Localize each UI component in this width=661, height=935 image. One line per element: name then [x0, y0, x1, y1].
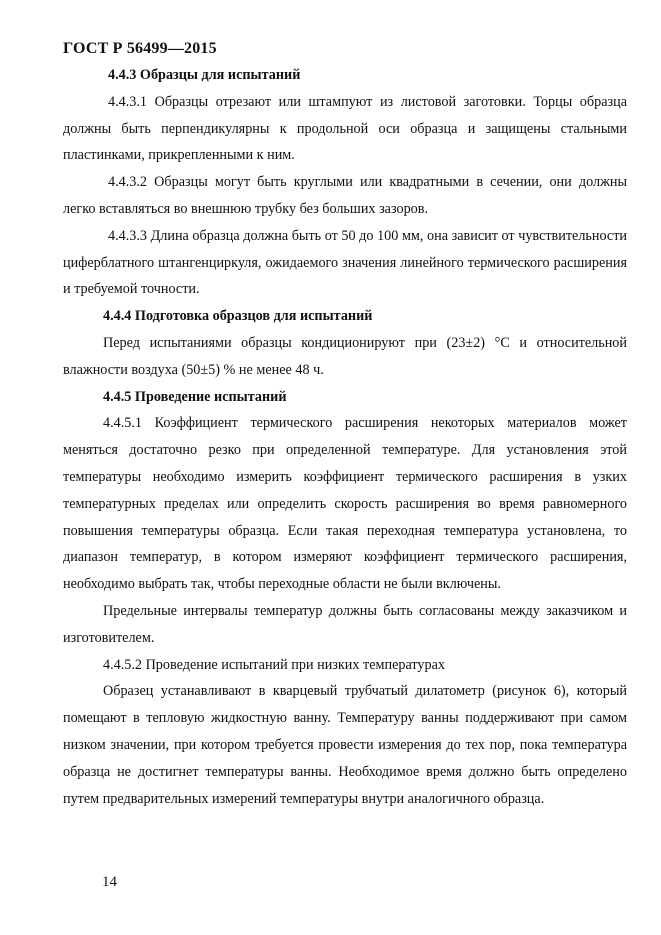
section-heading-4-4-3: 4.4.3 Образцы для испытаний — [108, 67, 301, 83]
document-body — [63, 62, 627, 812]
section-heading-4-4-4: 4.4.4 Подготовка образцов для испытаний — [103, 308, 373, 325]
paragraph-4-4-3-3: 4.4.3.3 Длина образца должна быть от 50 до 100 мм, она зависит от чувствительности циферблатного штангенциркуля, ожидаемого значения линейного термического расширения и требуемой точности. — [63, 227, 627, 298]
page-number: 14 — [102, 874, 117, 890]
section-heading-4-4-5: 4.4.5 Проведение испытаний — [103, 388, 287, 405]
paragraph-4-4-4-conditioning: Перед испытаниями образцы кондиционируют при (23±2) °С и относительной влажности воздуха (50±5) % не менее 48 ч. — [63, 334, 627, 378]
paragraph-4-4-5-1: 4.4.5.1 Коэффициент термического расширения некоторых материалов может меняться достаточно резко при определенной температуре. Для установления этой температуры необходимо измерить коэффициент термического расширения в узких температурных пределах или определить скорость расширения во время равномерного повышения температуры образца. Если такая переходная температура установлена, то диапазон температур, в котором измеряют коэффициент термического расширения, необходимо выбрать так, чтобы переходные области не были включены. — [63, 415, 627, 593]
paragraph-4-4-3-1: 4.4.3.1 Образцы отрезают или штампуют из листовой заготовки. Торцы образца должны быть перпендикулярны к продольной оси образца и защищены стальными пластинками, прикрепленными к ним. — [63, 93, 627, 164]
paragraph-low-temperature-procedure: Образец устанавливают в кварцевый трубчатый дилатометр (рисунок 6), который помещают в тепловую жидкостную ванну. Температуру ванны поддерживают при самом низком значении, при котором требуется провести измерения до тех пор, пока температура образца не достигнет температуры ванны. Необходимое время должно быть определено путем предварительных измерений температуры внутри аналогичного образца. — [63, 683, 627, 807]
paragraph-temperature-intervals: Предельные интервалы температур должны быть согласованы между заказчиком и изготовителем. — [63, 602, 627, 646]
paragraph-4-4-3-2: 4.4.3.2 Образцы могут быть круглыми или квадратными в сечении, они должны легко вставляться во внешнюю трубку без больших зазоров. — [63, 174, 627, 217]
subsection-title-4-4-5-2: 4.4.5.2 Проведение испытаний при низких температурах — [103, 656, 445, 673]
document-header: ГОСТ Р 56499—2015 — [63, 40, 217, 57]
